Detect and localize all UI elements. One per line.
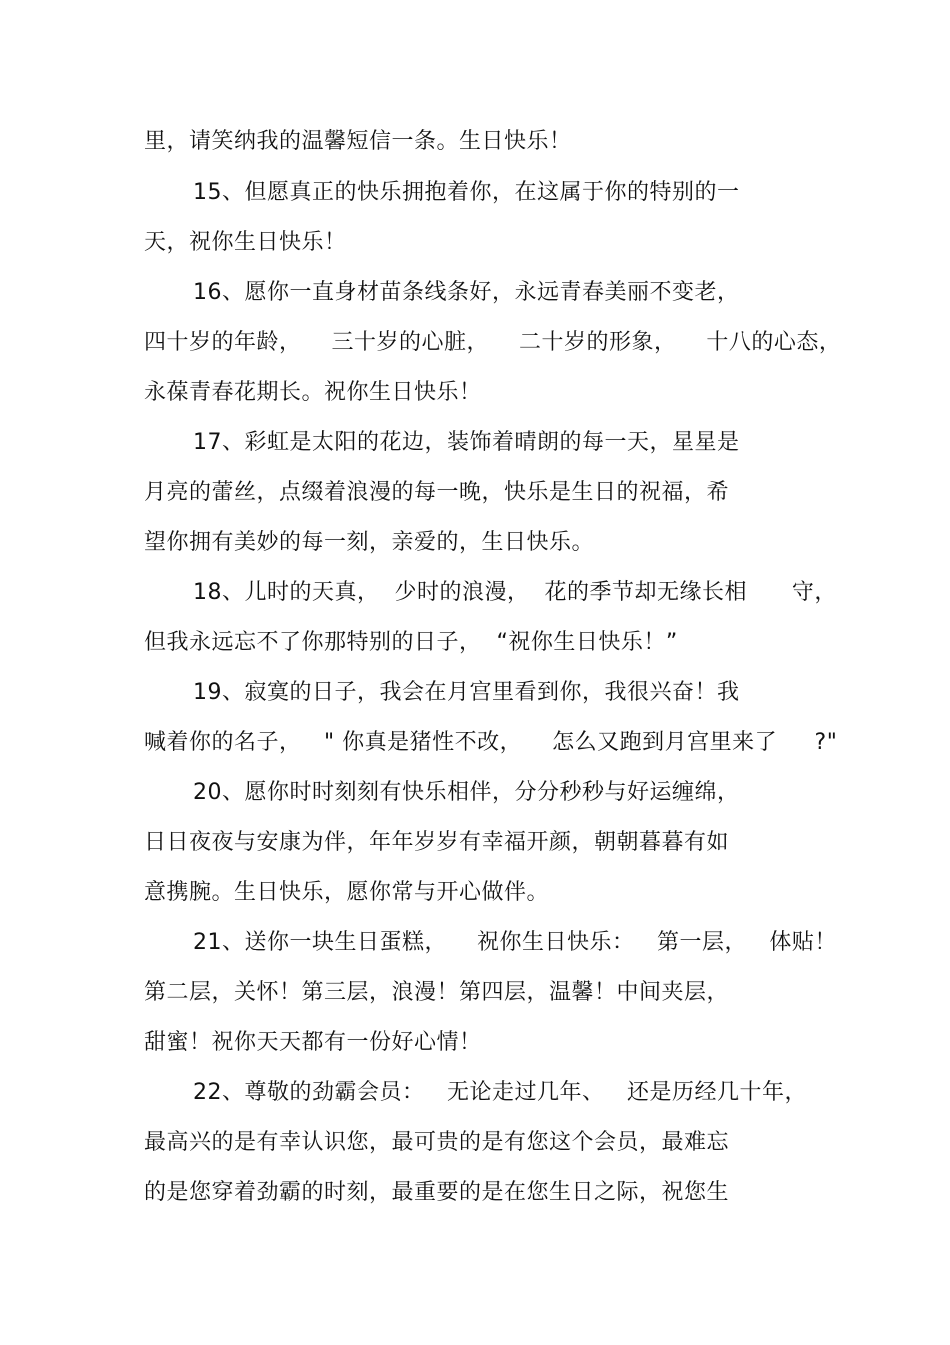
text-line: 意携腕。生日快乐，愿你常与开心做伴。	[144, 880, 550, 905]
wish-20-line: 20、愿你时时刻刻有快乐相伴，分分秒秒与好运缠绵，	[193, 780, 740, 805]
text-line: 天，祝你生日快乐！	[144, 230, 347, 255]
text-line: 望你拥有美妙的每一刻，亲爱的，生日快乐。	[144, 530, 595, 555]
wish-21-line: 21、送你一块生日蛋糕， 祝你生日快乐： 第一层， 体贴！	[193, 930, 837, 955]
text-line: 里，请笑纳我的温馨短信一条。生日快乐！	[144, 129, 572, 154]
text-line: 永葆青春花期长。祝你生日快乐！	[144, 380, 482, 405]
wish-16-line: 16、愿你一直身材苗条线条好，永远青春美丽不变老，	[193, 280, 740, 305]
text-line: 第二层，关怀！第三层，浪漫！第四层，温馨！中间夹层，	[144, 980, 730, 1005]
wish-18-line: 18、儿时的天真， 少时的浪漫， 花的季节却无缘长相 守，	[193, 580, 837, 605]
wish-22-line: 22、尊敬的劲霸会员： 无论走过几年、 还是历经几十年，	[193, 1080, 807, 1105]
wish-15-line: 15、但愿真正的快乐拥抱着你，在这属于你的特别的一	[193, 180, 740, 205]
wish-19-line: 19、寂寞的日子，我会在月宫里看到你，我很兴奋！我	[193, 680, 740, 705]
text-line: 月亮的蕾丝，点缀着浪漫的每一晚，快乐是生日的祝福，希	[144, 480, 730, 505]
text-line: 但我永远忘不了你那特别的日子， “祝你生日快乐！”	[144, 630, 678, 655]
text-line: 喊着你的名子， " 你真是猪性不改， 怎么又跑到月宫里来了 ?"	[144, 730, 838, 755]
text-line: 的是您穿着劲霸的时刻，最重要的是在您生日之际，祝您生	[144, 1180, 730, 1205]
text-line: 甜蜜！祝你天天都有一份好心情！	[144, 1030, 482, 1055]
text-line: 四十岁的年龄， 三十岁的心脏， 二十岁的形象， 十八的心态，	[144, 330, 842, 355]
text-line: 日日夜夜与安康为伴，年年岁岁有幸福开颜，朝朝暮暮有如	[144, 830, 730, 855]
wish-17-line: 17、彩虹是太阳的花边，装饰着晴朗的每一天，星星是	[193, 430, 740, 455]
text-line: 最高兴的是有幸认识您，最可贵的是有您这个会员，最难忘	[144, 1130, 730, 1155]
